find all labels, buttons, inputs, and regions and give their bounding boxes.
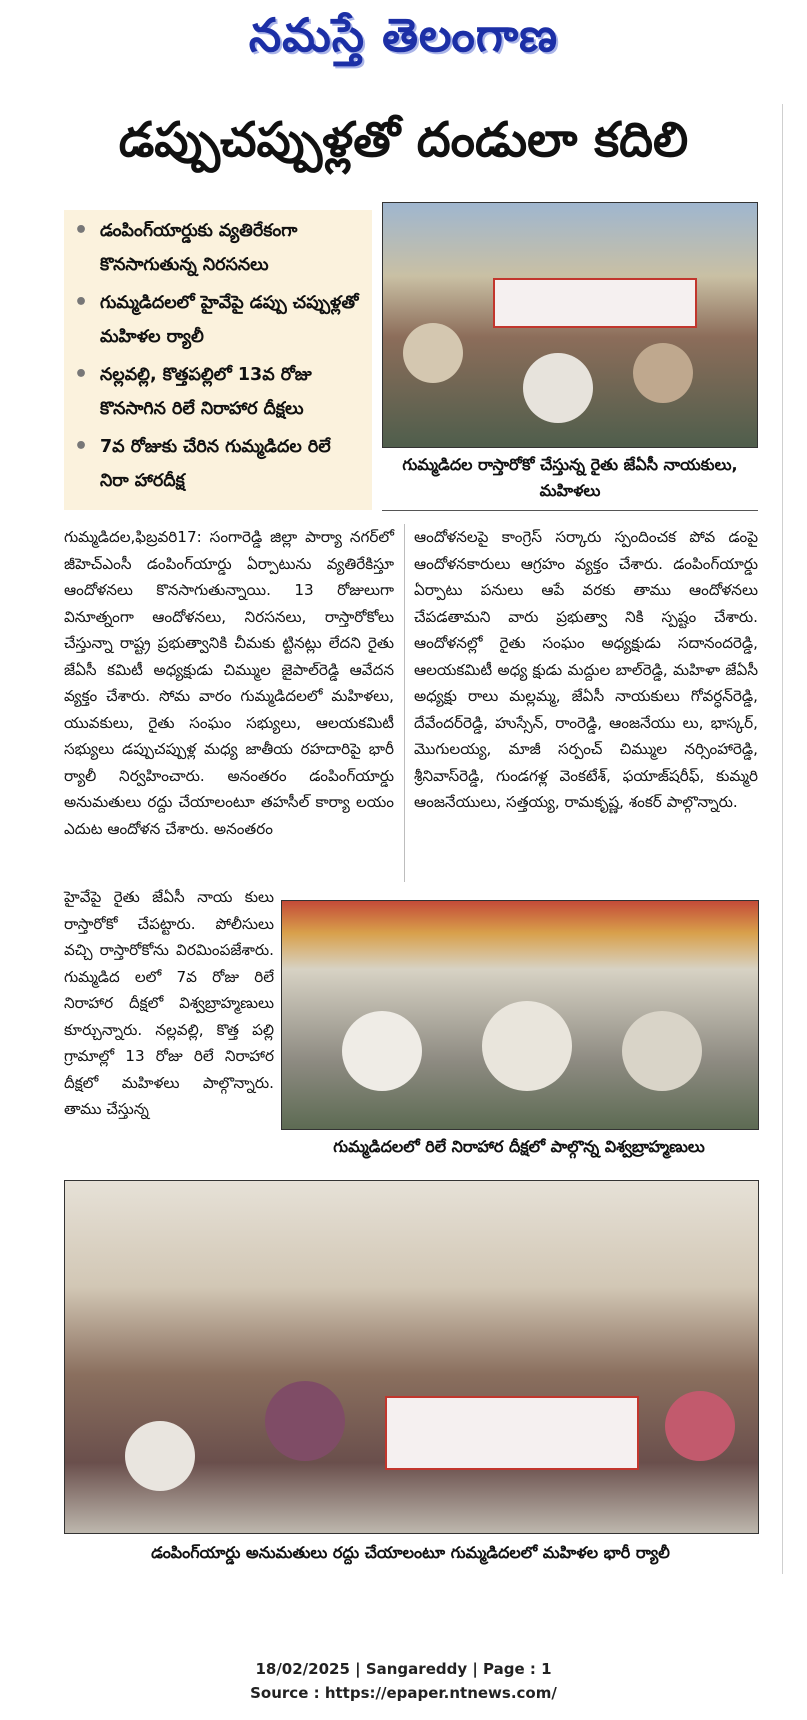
footer-date-edition: 18/02/2025 | Sangareddy | Page : 1 — [255, 1660, 552, 1678]
highlight-text: 7వ రోజుకు చేరిన గుమ్మడిదల రిలే నిరా హారదీక్ష — [100, 437, 331, 491]
highlight-item — [74, 214, 364, 282]
highlight-item — [74, 286, 364, 354]
bullet-icon: • — [74, 434, 89, 459]
masthead-logo: నమస్తే తెలంగాణ — [248, 8, 559, 62]
photo1-caption: గుమ్మడిదల రాస్తారోకో చేస్తున్న రైతు జేఏసీ నాయకులు, మహిళలు — [402, 455, 738, 500]
highlight-text: నల్లవల్లి, కొత్తపల్లిలో 13వ రోజు కొనసాగిన రిలే నిరాహార దీక్షలు — [100, 365, 312, 419]
headline: డప్పుచప్పుళ్లతో దండులా కదిలి — [118, 112, 689, 168]
article-col1-bottom: హైవేపై రైతు జేఏసీ నాయ కులు రాస్తారోకో చేపట్టారు. పోలీసులు వచ్చి రాస్తారోకోను విరమింపజేశారు. గుమ్మడిద లలో 7వ రోజు రిలే నిరాహార దీక్షలో విశ్వబ్రాహ్మణులు కూర్చున్నారు. నల్లవల్లి, కొత్త పల్లి గ్రామాల్లో 13 రోజు రిలే నిరాహార దీక్షలో మహిళలు పాల్గొన్నారు. తాము చేస్తున్న — [64, 888, 274, 1118]
bullet-icon: • — [74, 362, 89, 387]
highlight-text: గుమ్మడిదలలో హైవేపై డప్పు చప్పుళ్లతో మహిళల ర్యాలీ — [100, 293, 359, 347]
photo-womens-rally — [64, 1180, 759, 1534]
highlight-item — [74, 358, 364, 426]
column-rule — [404, 524, 405, 882]
photo-rasta-roko — [382, 202, 758, 448]
photo-relay-hunger-strike — [281, 900, 759, 1130]
footer-source: Source : https://epaper.ntnews.com/ — [250, 1684, 557, 1702]
highlight-item — [74, 430, 364, 498]
photo2-caption: గుమ్మడిదలలో రిలే నిరాహార దీక్షలో పాల్గొన్న విశ్వబ్రాహ్మణులు — [333, 1137, 705, 1156]
article-col2: ఆందోళనలపై కాంగ్రెస్ సర్కారు స్పందించక పోవ డంపై ఆందోళనకారులు ఆగ్రహం వ్యక్తం చేశారు. డంపింగ్‌యార్డు ఏర్పాటు పనులు ఆపే వరకు తాము ఆందోళనలు చేపడతామని వారు ప్రభుత్వా నికి స్పష్టం చేశారు. ఆందోళనల్లో రైతు సంఘం అధ్యక్షుడు సదానందరెడ్డి, ఆలయకమిటీ అధ్య క్షుడు మద్దుల బాల్‌రెడ్డి, మహిళా జేఏసీ అధ్యక్షు రాలు మల్లమ్మ, జేఏసీ నాయకులు గోవర్ధన్‌రెడ్డి, దేవేందర్‌రెడ్డి, హుస్సేన్, రాంరెడ్డి, ఆంజనేయు లు, భాస్కర్, మొగులయ్య, మాజీ సర్పంచ్ చిమ్ముల నర్సింహారెడ్డి, శ్రీనివాస్‌రెడ్డి, గుండగళ్ల వెంకటేశ్, ఫయాజ్‌షరీఫ్, కుమ్మరి ఆంజనేయులు, సత్తయ్య, రామకృష్ణ, శంకర్ పాల్గొన్నారు. — [414, 528, 758, 811]
bullet-icon: • — [74, 290, 89, 315]
highlights-box — [64, 210, 372, 510]
article-col1-top: గుమ్మడిదల,ఫిబ్రవరి17: సంగారెడ్డి జిల్లా పార్యా నగర్‌లో జీహెచ్‌ఎంసీ డంపింగ్‌యార్డు ఏర్పాటును వ్యతిరేకిస్తూ ఆందోళనలు కొనసాగుతున్నాయి. 13 రోజులుగా వినూత్నంగా ఆందోళనలు, నిరసనలు, రాస్తారోకోలు చేస్తున్నా రాష్ట్ర ప్రభుత్వానికి చీమకు ట్టినట్లు లేదని రైతు జేఏసీ కమిటీ అధ్యక్షుడు చిమ్ముల జైపాల్‌రెడ్డి ఆవేదన వ్యక్తం చేశారు. సోమ వారం గుమ్మడిదలలో మహిళలు, యువకులు, రైతు సంఘం సభ్యులు, ఆలయకమిటీ సభ్యులు డప్పుచప్పుళ్ల మధ్య జాతీయ రహదారిపై భారీ ర్యాలీ నిర్వహించారు. అనంతరం డంపింగ్‌యార్డు అనుమతులు రద్దు చేయాలంటూ తహసీల్ కార్యా లయం ఎదుట ఆందోళన చేశారు. అనంతరం — [64, 528, 394, 838]
bullet-icon: • — [74, 218, 89, 243]
photo3-caption: డంపింగ్‌యార్డు అనుమతులు రద్దు చేయాలంటూ గుమ్మడిదలలో మహిళల భారీ ర్యాలీ — [151, 1543, 670, 1562]
highlight-text: డంపింగ్‌యార్డుకు వ్యతిరేకంగా కొనసాగుతున్న నిరసనలు — [100, 221, 298, 275]
page-edge-rule — [782, 104, 783, 1574]
divider — [382, 510, 758, 511]
